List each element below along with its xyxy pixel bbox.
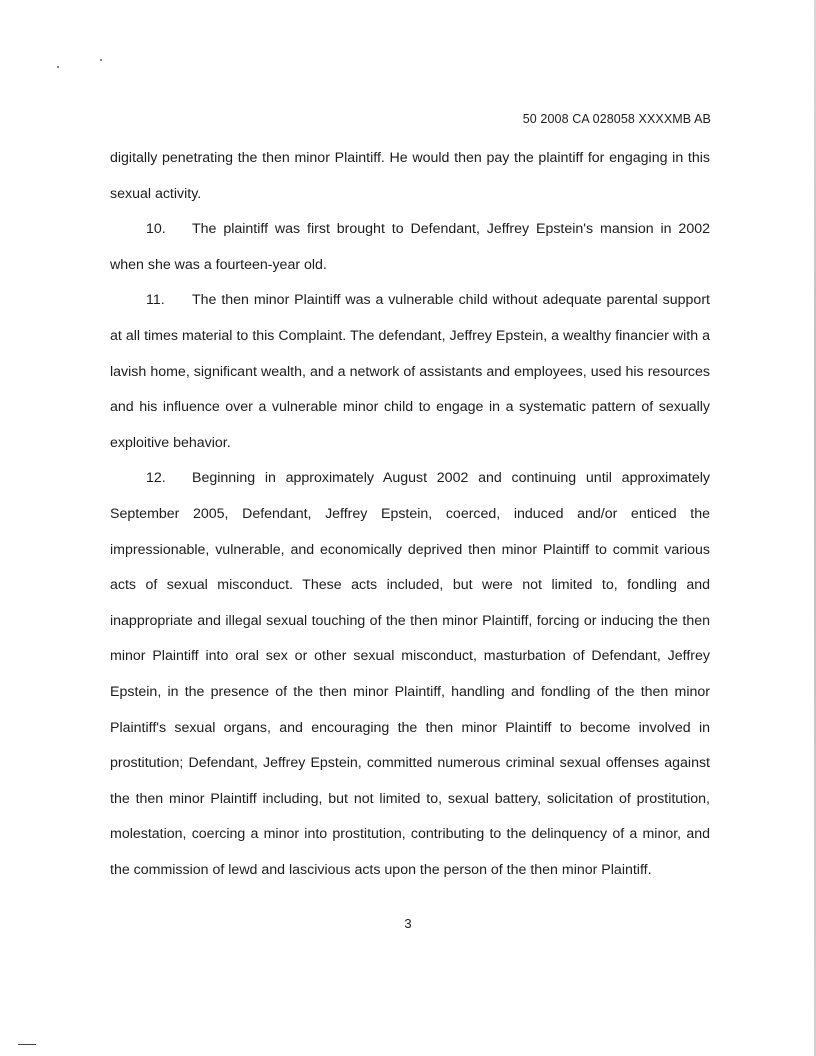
page-number: 3: [404, 916, 412, 931]
paragraph-number: 12.: [146, 470, 166, 487]
continuation-paragraph: digitally penetrating the then minor Plaintiff. He would then pay the plaintiff for engaging in this sexual activity.: [110, 150, 710, 202]
paragraph-text: Beginning in approximately August 2002 and continuing until approximately September 2005, Defendant, Jeffrey Epstein, coerced, induced and/or enticed the impressionable, vulnerable, and economically deprived then minor Plaintiff to commit various acts of sexual misconduct. These acts included, but were not limited to, fondling and inappropriate and illegal sexual touching of the then minor Plaintiff, forcing or inducing the then minor Plaintiff into oral sex or other sexual misconduct, masturbation of Defendant, Jeffrey Epstein, in the presence of the then minor Plaintiff, handling and fondling of the then minor Plaintiff's sexual organs, and encouraging the then minor Plaintiff to become involved in prostitution; Defendant, Jeffrey Epstein, committed numerous criminal sexual offenses against the then minor Plaintiff including, but not limited to, sexual battery, solicitation of prostitution, molestation, coercing a minor into prostitution, contributing to the delinquency of a minor, and the commission of lewd and lascivious acts upon the person of the then minor Plaintiff.: [110, 470, 710, 878]
scan-mark: [18, 1044, 36, 1045]
paragraph-11: [110, 283, 710, 461]
paragraph-12: [110, 461, 710, 888]
case-number: 50 2008 CA 028058 XXXXMB AB: [522, 112, 711, 126]
paragraph-10: [110, 212, 710, 283]
paragraph-number: 10.: [146, 221, 166, 238]
paragraph-text: The plaintiff was first brought to Defendant, Jeffrey Epstein's mansion in 2002 when she was a fourteen-year old.: [110, 221, 710, 273]
scan-speck: [100, 59, 102, 61]
paragraph-number: 11.: [146, 292, 165, 309]
document-body: [110, 141, 710, 888]
scan-speck: [57, 66, 59, 68]
paragraph-text: The then minor Plaintiff was a vulnerable child without adequate parental support at all times material to this Complaint. The defendant, Jeffrey Epstein, a wealthy financier with a lavish home, significant wealth, and a network of assistants and employees, used his resources and his influence over a vulnerable minor child to engage in a systematic pattern of sexually exploitive behavior.: [110, 292, 710, 451]
